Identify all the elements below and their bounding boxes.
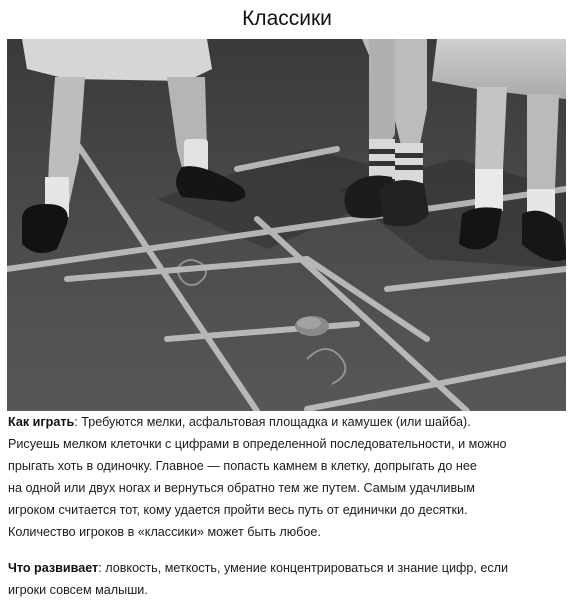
page-title: Классики — [242, 7, 332, 30]
how-to-play-line-3: прыгать хоть в одиночку. Главное — попасть камнем в клетку, допрыгать до нее — [8, 459, 477, 473]
develops-label: Что развивает — [8, 561, 99, 575]
develops-paragraph — [8, 557, 568, 601]
how-to-play-line-6: Количество игроков в «классики» может быть любое. — [8, 525, 321, 539]
develops-line-1: Что развивает: ловкость, меткость, умение концентрироваться и знание цифр, если — [8, 561, 509, 575]
develops-line-2: игроки совсем малыши. — [8, 583, 148, 597]
hopscotch-photo — [7, 39, 566, 411]
how-to-play-paragraph — [8, 411, 568, 543]
how-to-play-label: Как играть — [8, 415, 75, 429]
photo-illustration — [7, 39, 566, 411]
how-to-play-line-5: игроком считается тот, кому удается пройти весь путь от единички до десятки. — [8, 503, 468, 517]
how-to-play-line-2: Рисуешь мелком клеточки с цифрами в определенной последовательности, и можно — [8, 437, 507, 451]
how-to-play-line-4: на одной или двух ногах и вернуться обратно тем же путем. Самым удачливым — [8, 481, 475, 495]
how-to-play-line-1: Как играть: Требуются мелки, асфальтовая площадка и камушек (или шайба). — [8, 415, 471, 429]
